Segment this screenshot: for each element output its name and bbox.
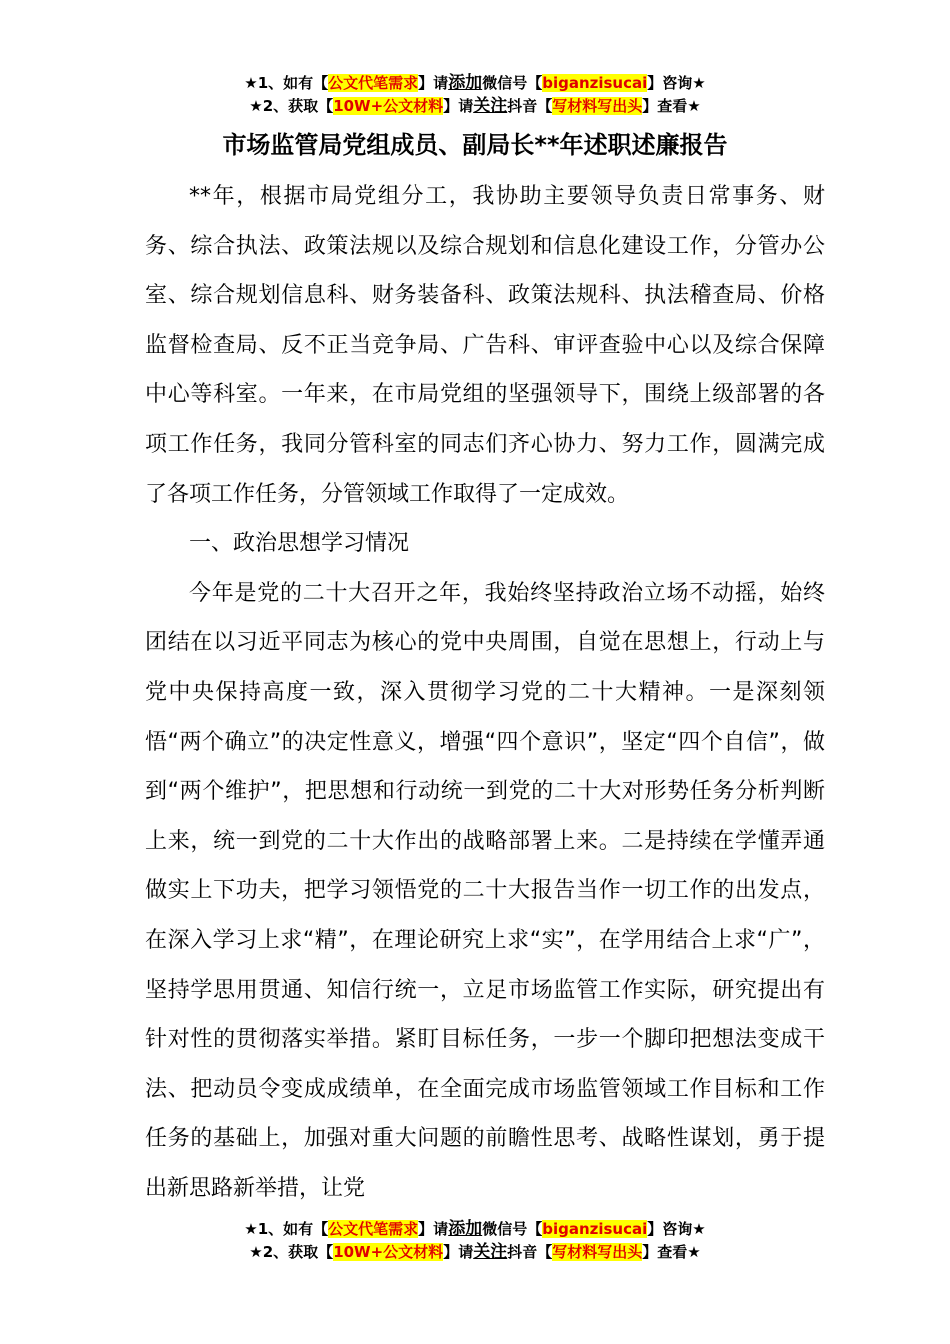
banner-line-1: ★1、如有【公文代笔需求】请添加微信号【biganzisucai】咨询★ — [244, 73, 706, 93]
banner-highlight: 公文代笔需求 — [328, 1220, 419, 1238]
banner-douyin-id: 写材料写出头 — [552, 97, 643, 115]
document-body — [145, 172, 825, 1213]
banner-highlight: 公文代笔需求 — [328, 74, 419, 92]
paragraph-political-study: 今年是党的二十大召开之年，我始终坚持政治立场不动摇，始终团结在以习近平同志为核心的党中央周围，自觉在思想上，行动上与党中央保持高度一致，深入贯彻学习党的二十大精神。一是深刻领悟“两个确立”的决定性意义，增强“四个意识”，坚定“四个自信”，做到“两个维护”，把思想和行动统一到党的二十大对形势任务分析判断上来，统一到党的二十大作出的战略部署上来。二是持续在学懂弄通做实上下功夫，把学习领悟党的二十大报告当作一切工作的出发点，在深入学习上求“精”，在理论研究上求“实”，在学用结合上求“广”，坚持学思用贯通、知信行统一，立足市场监管工作实际，研究提出有针对性的贯彻落实举措。紧盯目标任务，一步一个脚印把想法变成干法、把动员令变成成绩单，在全面完成市场监管领域工作目标和工作任务的基础上，加强对重大问题的前瞻性思考、战略性谋划，勇于提出新思路新举措，让党 — [145, 580, 825, 1201]
top-banner — [0, 72, 950, 118]
document-title: 市场监管局党组成员、副局长**年述职述廉报告 — [222, 131, 728, 159]
banner-line-2: ★2、获取【10W+公文材料】请关注抖音【写材料写出头】查看★ — [249, 1242, 701, 1262]
banner-highlight: 10W+公文材料 — [333, 1243, 444, 1261]
banner-wechat-id: biganzisucai — [542, 1220, 648, 1238]
section-heading: 一、政治思想学习情况 — [189, 531, 410, 557]
bottom-banner — [0, 1218, 950, 1264]
banner-line-2: ★2、获取【10W+公文材料】请关注抖音【写材料写出头】查看★ — [249, 96, 701, 116]
banner-wechat-id: biganzisucai — [542, 74, 648, 92]
banner-line-1: ★1、如有【公文代笔需求】请添加微信号【biganzisucai】咨询★ — [244, 1219, 706, 1239]
banner-douyin-id: 写材料写出头 — [552, 1243, 643, 1261]
paragraph-intro: **年，根据市局党组分工，我协助主要领导负责日常事务、财务、综合执法、政策法规以及综合规划和信息化建设工作，分管办公室、综合规划信息科、财务装备科、政策法规科、执法稽查局、价格监督检查局、反不正当竞争局、广告科、审评查验中心以及综合保障中心等科室。一年来，在市局党组的坚强领导下，围绕上级部署的各项工作任务，我同分管科室的同志们齐心协力、努力工作，圆满完成了各项工作任务，分管领域工作取得了一定成效。 — [145, 184, 825, 507]
banner-highlight: 10W+公文材料 — [333, 97, 444, 115]
